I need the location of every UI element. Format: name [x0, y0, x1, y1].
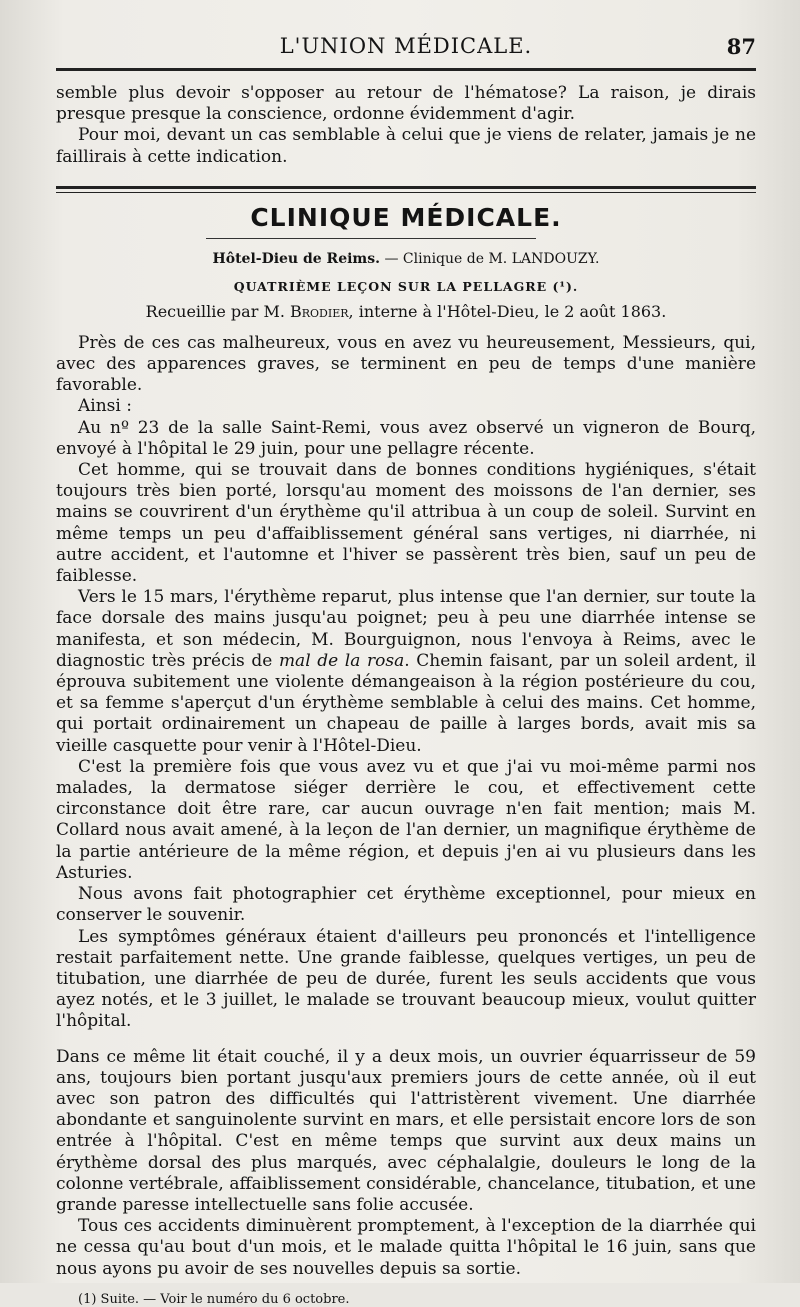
body-paragraph-1: Près de ces cas malheureux, vous en avez vu heureusement, Messieurs, qui, avec des apparences graves, se terminent en peu de temps d'une manière favorable. [56, 332, 756, 396]
running-title: L'UNION MÉDICALE. [279, 34, 533, 58]
clinic-line [56, 251, 756, 267]
recorded-by-prefix: Recueillie par M. [145, 301, 290, 321]
recorded-by-suffix: , interne à l'Hôtel-Dieu, le 2 août 1863. [348, 301, 667, 321]
intro-paragraph-1: semble plus devoir s'opposer au retour de l'hématose? La raison, je dirais presque presque la conscience, ordonne évidemment d'agir. [56, 83, 756, 125]
body-paragraph-4: Cet homme, qui se trouvait dans de bonnes conditions hygiéniques, s'était toujours très bien porté, lorsqu'au moment des moissons de l'an dernier, ses mains se couvrirent d'un érythème qu'il attribua à un coup de soleil. Survint en même temps un peu d'affaiblissement général sans vertiges, ni diarrhée, ni autre accident, et l'automne et l'hiver se passèrent très bien, sauf un peu de faiblesse. [56, 460, 756, 587]
body-paragraph-2: Ainsi : [78, 396, 132, 417]
clinic-name: — Clinique de M. LANDOUZY. [380, 250, 600, 267]
recorded-by-line [56, 302, 756, 321]
title-underline [206, 238, 536, 239]
lecture-title: QUATRIÈME LEÇON SUR LA PELLAGRE (¹). [233, 278, 579, 294]
section-title: CLINIQUE MÉDICALE. [250, 202, 562, 232]
running-header [56, 28, 756, 68]
hospital-name: Hôtel-Dieu de Reims. [212, 250, 380, 267]
paragraph-gap [56, 1033, 756, 1047]
body-paragraph-7: Nous avons fait photographier cet érythème exceptionnel, pour mieux en conserver le souvenir. [56, 884, 756, 926]
body-paragraph-6: C'est la première fois que vous avez vu et que j'ai vu moi-même parmi nos malades, la dermatose siéger derrière le cou, et effectivement cette circonstance doit être rare, car aucun ouvrage n'en fait mention; mais M. Collard nous avait amené, à la leçon de l'an dernier, un magnifique érythème de la partie antérieure de la même région, et depuis j'en ai vu plusieurs dans les Asturies. [56, 756, 756, 883]
diagnosis-term: mal de la rosa [278, 650, 405, 671]
paragraph-5-part-a: Vers le 15 mars, l'érythème reparut, plus intense que l'an dernier, sur toute la face dorsale des mains jusqu'au poignet; peu à peu une diarrhée intense se manifesta, et son médecin, M. Bourguignon, nous l'envoya à Reims, avec le diagnostic très précis de [56, 587, 756, 671]
body-paragraph-8: Les symptômes généraux étaient d'ailleurs peu prononcés et l'intelligence restait parfaitement nette. Une grande faiblesse, quelques vertiges, un peu de titubation, une diarrhée de peu de durée, furent les seuls accidents que vous ayez notés, et le 3 juillet, le malade se trouvant beaucoup mieux, voulut quitter l'hôpital. [56, 926, 756, 1032]
body-paragraph-9: Dans ce même lit était couché, il y a deux mois, un ouvrier équarrisseur de 59 ans, toujours bien portant jusqu'aux premiers jours de cette année, où il eut avec son patron des difficultés qui l'attristèrent vivement. Une diarrhée abondante et sanguinolente survint en mars, et elle persistait encore lors de son entrée à l'hôpital. C'est en même temps que survint aux deux mains un érythème dorsal des plus marqués, avec céphalalgie, douleurs le long de la colonne vertébrale, affaiblissement considérable, chancelance, titubation, et une grande paresse intellectuelle sans folie accusée. [56, 1046, 756, 1215]
body-paragraph-5 [56, 587, 756, 757]
section-divider [56, 186, 756, 193]
body-paragraph-10: Tous ces accidents diminuèrent promptement, à l'exception de la diarrhée qui ne cessa qu'au bout d'un mois, et le malade quitta l'hôpital le 16 juin, sans que nous ayons pu avoir de ses nouvelles depuis sa sortie. [56, 1216, 756, 1279]
recorder-name: Brodier [290, 301, 349, 321]
footnote: (1) Suite. — Voir le numéro du 6 octobre. [78, 1291, 350, 1307]
header-rule [56, 68, 756, 71]
intro-paragraph-2: Pour moi, devant un cas semblable à celui que je viens de relater, jamais je ne faillirais à cette indication. [56, 125, 756, 167]
body-paragraph-3: Au nº 23 de la salle Saint-Remi, vous avez observé un vigneron de Bourq, envoyé à l'hôpital le 29 juin, pour une pellagre récente. [56, 417, 756, 459]
paragraph-5-part-c: . Chemin faisant, par un soleil ardent, il éprouva subitement une violente démangeaison à la région postérieure du cou, et sa femme s'aperçut d'un érythème semblable à celui des mains. Cet homme, qui portait ordinairement un chapeau de paille à larges bords, avait mis sa vieille casquette pour venir à l'Hôtel-Dieu. [56, 650, 756, 756]
page-number: 87 [726, 34, 756, 59]
